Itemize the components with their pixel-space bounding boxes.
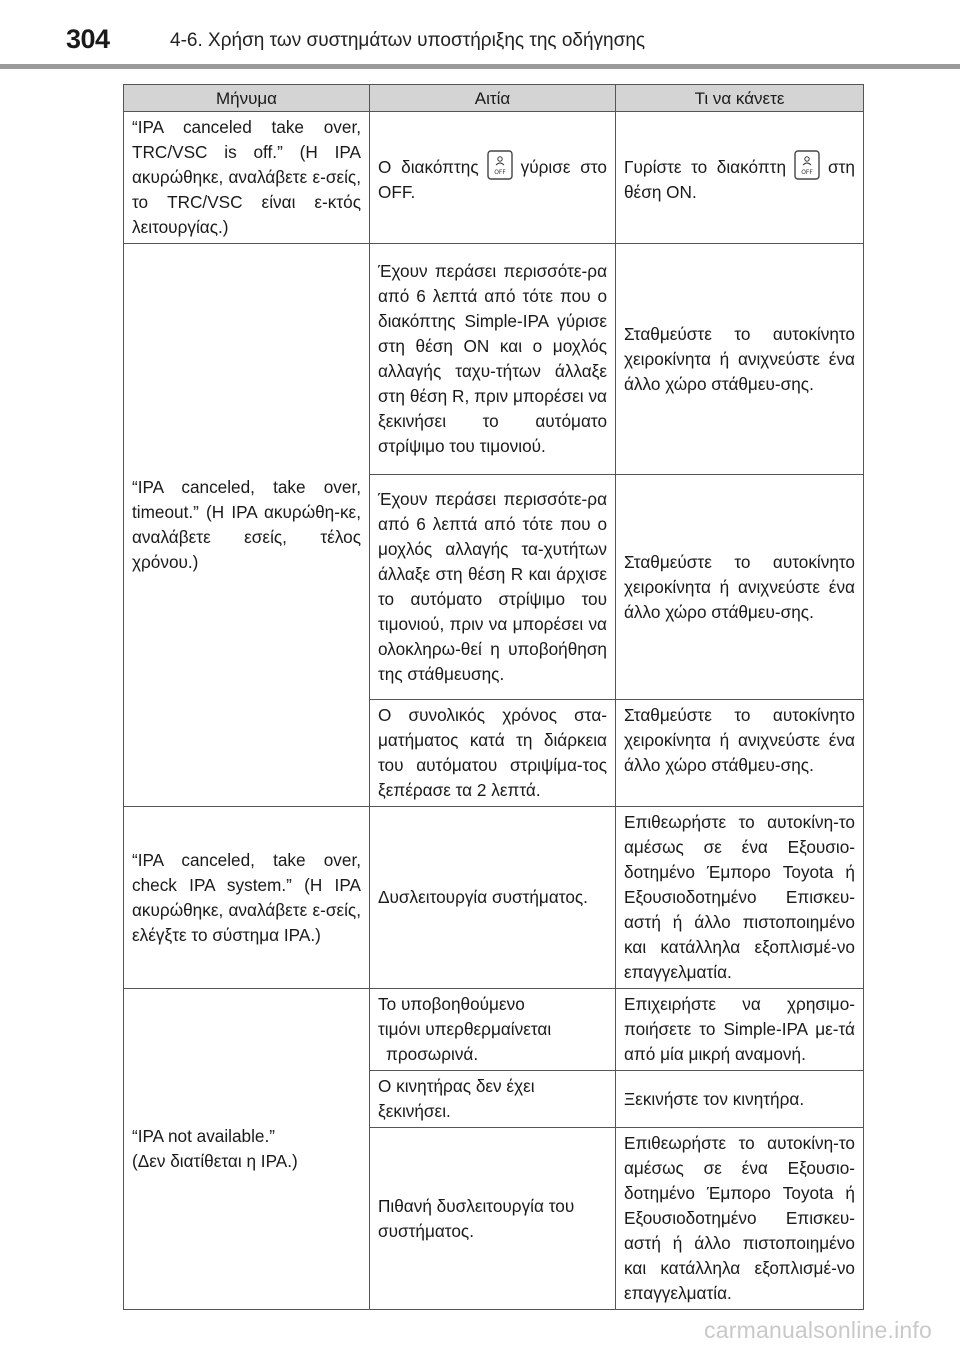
message-line: “IPA not available.” (132, 1126, 275, 1146)
header-rule (0, 64, 960, 69)
table-header-row (124, 85, 864, 112)
messages-table (123, 84, 864, 1310)
cause-cell: Έχουν περάσει περισσότε-ρα από 6 λεπτά από τότε που ο διακόπτης Simple-IPA γύρισε στη θέση ON και ο μοχλός αλλαγής ταχυ-τήτων άλλαξε στη θέση R, πριν μπορέσει να ξεκινήσει το αυτόματο στρίψιμο του τιμονιού. (370, 244, 616, 475)
page-number: 304 (66, 24, 110, 54)
cause-text-after: γύρισε στο OFF. (378, 157, 607, 202)
watermark: carmanualsonline.info (704, 1317, 932, 1343)
action-cell: Επιθεωρήστε το αυτοκίνη-το αμέσως σε ένα Εξουσιο-δοτημένο Έμπορο Toyota ή Εξουσιοδοτημένο Επισκευ-αστή ή άλλο πιστοποιημένο και κατάλληλα εξοπλισμέ-νο επαγγελματία. (616, 1128, 864, 1310)
col-header-cause: Αιτία (370, 85, 616, 112)
vsc-off-switch-icon (794, 150, 820, 180)
action-cell: Σταθμεύστε το αυτοκίνητο χειροκίνητα ή ανιχνεύστε ένα άλλο χώρο στάθμευ-σης. (616, 475, 864, 700)
message-line: (Δεν διατίθεται η IPA.) (132, 1151, 298, 1171)
action-text-before: Γυρίστε το διακόπτη (624, 157, 787, 177)
cause-line: τιμόνι υπερθερμαίνεται (378, 1019, 552, 1039)
svg-text:OFF: OFF (493, 169, 506, 176)
cause-cell: Ο κινητήρας δεν έχει ξεκινήσει. (370, 1071, 616, 1128)
svg-text:OFF: OFF (801, 169, 813, 176)
message-cell (124, 989, 370, 1310)
cause-cell: Έχουν περάσει περισσότε-ρα από 6 λεπτά από τότε που ο μοχλός αλλαγής τα-χυτήτων άλλαξε στη θέση R και άρχισε το αυτόματο στρίψιμο του τιμονιού, πριν να μπορέσει να ολοκληρω-θεί η υποβοήθηση της στάθμευσης. (370, 475, 616, 700)
action-cell: Σταθμεύστε το αυτοκίνητο χειροκίνητα ή ανιχνεύστε ένα άλλο χώρο στάθμευ-σης. (616, 700, 864, 807)
message-cell: “IPA canceled, take over, timeout.” (Η IPA ακυρώθη-κε, αναλάβετε εσείς, τέλος χρόνου.) (124, 244, 370, 807)
action-cell: Επιθεωρήστε το αυτοκίνη-το αμέσως σε ένα Εξουσιο-δοτημένο Έμπορο Toyota ή Εξουσιοδοτημένο Επισκευ-αστή ή άλλο πιστοποιημένο και κατάλληλα εξοπλισμέ-νο επαγγελματία. (616, 807, 864, 989)
action-cell: Σταθμεύστε το αυτοκίνητο χειροκίνητα ή ανιχνεύστε ένα άλλο χώρο στάθμευ-σης. (616, 244, 864, 475)
message-cell: “IPA canceled take over, TRC/VSC is off.” (Η IPA ακυρώθηκε, αναλάβετε ε-σείς, το TRC/VSC είναι ε-κτός λειτουργίας.) (124, 112, 370, 244)
action-text-after: στη θέση ON. (624, 157, 855, 202)
cause-cell: Πιθανή δυσλειτουργία του συστήματος. (370, 1128, 616, 1310)
cause-text-before: Ο διακόπτης (378, 157, 479, 177)
message-cell: “IPA canceled, take over, check IPA system.” (Η IPA ακυρώθηκε, αναλάβετε ε-σείς, ελέγξτε το σύστημα IPA.) (124, 807, 370, 989)
action-cell: Ξεκινήστε τον κινητήρα. (616, 1071, 864, 1128)
cause-line: προσωρινά. (386, 1044, 479, 1064)
col-header-action: Τι να κάνετε (616, 85, 864, 112)
action-cell (616, 112, 864, 244)
cause-cell: Ο συνολικός χρόνος στα-ματήματος κατά τη διάρκεια του αυτόματου στριψίμα-τος ξεπέρασε τα 2 λεπτά. (370, 700, 616, 807)
vsc-off-switch-icon (487, 150, 513, 180)
section-title: 4-6. Χρήση των συστημάτων υποστήριξης της οδήγησης (170, 30, 646, 51)
table-row (124, 244, 864, 475)
table-row (124, 807, 864, 989)
cause-line: Το υποβοηθούμενο (378, 994, 525, 1014)
page-header (0, 0, 960, 66)
action-cell: Επιχειρήστε να χρησιμο-ποιήσετε το Simple-IPA με-τά από μία μικρή αναμονή. (616, 989, 864, 1071)
col-header-message: Μήνυμα (124, 85, 370, 112)
cause-cell (370, 989, 616, 1071)
cause-cell: Δυσλειτουργία συστήματος. (370, 807, 616, 989)
table-row (124, 989, 864, 1071)
cause-cell (370, 112, 616, 244)
table-row (124, 112, 864, 244)
